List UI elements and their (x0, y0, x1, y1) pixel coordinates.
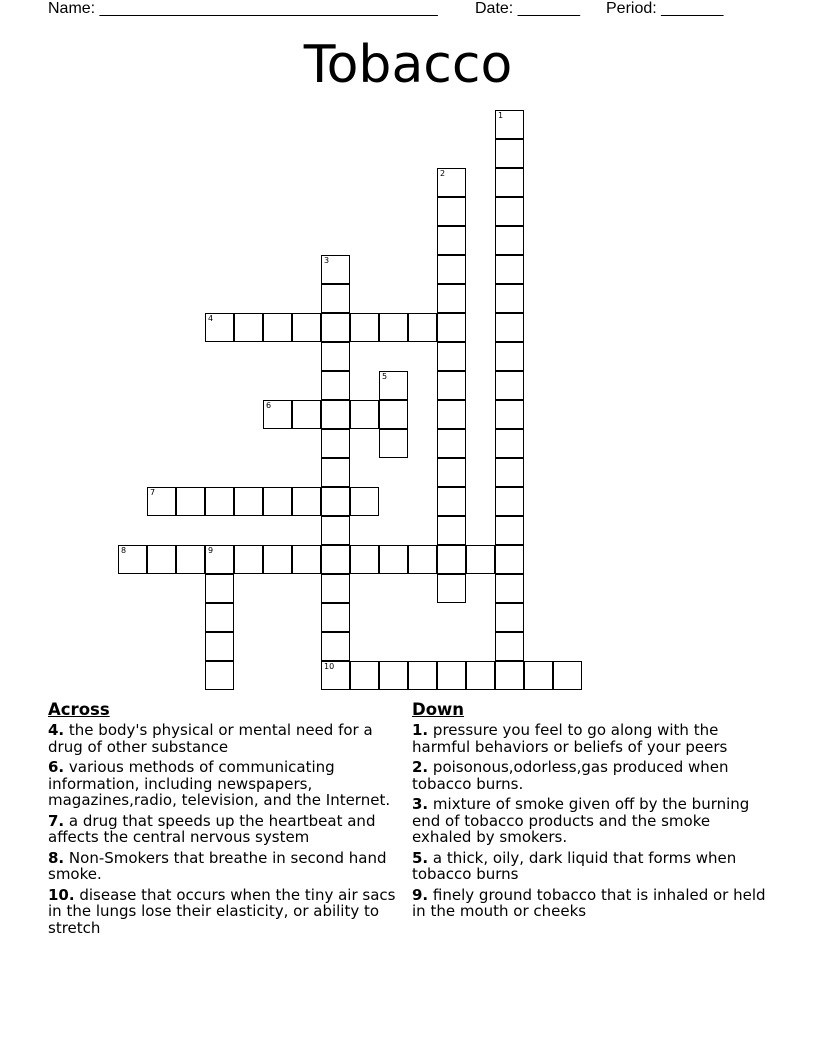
crossword-cell[interactable] (205, 574, 234, 603)
clue-number: 9. (412, 885, 429, 904)
crossword-cell[interactable] (234, 487, 263, 516)
period-field[interactable]: Period: _______ (606, 0, 724, 17)
crossword-cell[interactable] (495, 400, 524, 429)
clue-number-label: 8 (121, 546, 127, 555)
crossword-cell[interactable] (495, 139, 524, 168)
clue-text: mixture of smoke given off by the burning end of tobacco products and the smoke exhaled by smokers. (412, 795, 750, 846)
crossword-cell[interactable] (379, 429, 408, 458)
crossword-cell[interactable] (321, 284, 350, 313)
clue-number: 7. (48, 811, 65, 830)
crossword-cell[interactable] (437, 458, 466, 487)
down-heading: Down (412, 700, 465, 719)
crossword-cell[interactable] (495, 284, 524, 313)
crossword-cell[interactable] (437, 226, 466, 255)
down-clue (412, 887, 772, 920)
clue-number: 6. (48, 758, 65, 776)
crossword-cell[interactable] (350, 487, 379, 516)
crossword-cell[interactable] (495, 255, 524, 284)
crossword-cell[interactable] (495, 313, 524, 342)
clue-number-label: 6 (266, 401, 272, 410)
crossword-cell[interactable] (495, 545, 524, 574)
crossword-cell[interactable] (437, 342, 466, 371)
clue-number: 1. (412, 721, 429, 739)
crossword-cell[interactable] (321, 458, 350, 487)
crossword-cell[interactable] (495, 110, 524, 139)
crossword-cell[interactable] (437, 574, 466, 603)
crossword-cell[interactable] (437, 284, 466, 313)
crossword-cell[interactable] (495, 574, 524, 603)
crossword-cell[interactable] (553, 661, 582, 690)
puzzle-title: Tobacco (303, 35, 513, 95)
clue-number-label: 4 (208, 314, 214, 323)
crossword-cell[interactable] (466, 661, 495, 690)
clue-number: 10. (48, 885, 75, 904)
crossword-cell[interactable] (495, 226, 524, 255)
clue-number-label: 1 (498, 111, 504, 120)
crossword-cell[interactable] (437, 168, 466, 197)
across-clue (48, 813, 398, 846)
crossword-cell[interactable] (495, 458, 524, 487)
crossword-cell[interactable] (147, 487, 176, 516)
crossword-cell[interactable] (408, 661, 437, 690)
crossword-cell[interactable] (205, 487, 234, 516)
crossword-cell[interactable] (495, 429, 524, 458)
crossword-cell[interactable] (437, 545, 466, 574)
crossword-cell[interactable] (495, 487, 524, 516)
crossword-cell[interactable] (437, 661, 466, 690)
crossword-cell[interactable] (495, 516, 524, 545)
down-clue (412, 759, 772, 792)
crossword-cell[interactable] (292, 487, 321, 516)
clue-text: pressure you feel to go along with the harmful behaviors or beliefs of your peers (412, 721, 728, 756)
crossword-cell[interactable] (350, 661, 379, 690)
clue-text: the body's physical or mental need for a drug of other substance (48, 721, 373, 756)
crossword-cell[interactable] (321, 632, 350, 661)
crossword-cell[interactable] (437, 487, 466, 516)
crossword-cell[interactable] (321, 574, 350, 603)
clue-number: 5. (412, 848, 429, 867)
name-field[interactable]: Name: ______________________________________ (48, 0, 438, 17)
clue-number-label: 7 (150, 488, 156, 497)
clue-number-label: 5 (382, 372, 388, 381)
crossword-cell[interactable] (292, 313, 321, 342)
crossword-cell[interactable] (379, 371, 408, 400)
crossword-cell[interactable] (495, 632, 524, 661)
crossword-cell[interactable] (321, 661, 350, 690)
crossword-cell[interactable] (292, 400, 321, 429)
clue-text: various methods of communicating information, including newspapers, magazines,radio, television, and the Internet. (48, 758, 391, 809)
date-field[interactable]: Date: _______ (475, 0, 580, 17)
across-clue (48, 759, 398, 809)
crossword-cell[interactable] (234, 545, 263, 574)
clue-number-label: 2 (440, 169, 446, 178)
crossword-cell[interactable] (321, 313, 350, 342)
crossword-cell[interactable] (263, 313, 292, 342)
crossword-cell[interactable] (176, 545, 205, 574)
clue-number: 4. (48, 721, 65, 739)
clue-text: Non-Smokers that breathe in second hand smoke. (48, 848, 387, 883)
crossword-cell[interactable] (321, 255, 350, 284)
crossword-cell[interactable] (321, 603, 350, 632)
crossword-cell[interactable] (350, 313, 379, 342)
crossword-cell[interactable] (321, 545, 350, 574)
crossword-cell[interactable] (437, 429, 466, 458)
crossword-cell[interactable] (205, 545, 234, 574)
across-clue (48, 722, 398, 755)
crossword-cell[interactable] (379, 661, 408, 690)
crossword-cell[interactable] (205, 661, 234, 690)
crossword-cell[interactable] (495, 197, 524, 226)
crossword-cell[interactable] (379, 400, 408, 429)
crossword-cell[interactable] (321, 429, 350, 458)
crossword-cell[interactable] (437, 197, 466, 226)
down-clues (412, 700, 772, 924)
clue-text: a thick, oily, dark liquid that forms when tobacco burns (412, 848, 737, 883)
crossword-cell[interactable] (437, 516, 466, 545)
clue-number-label: 9 (208, 546, 214, 555)
crossword-cell[interactable] (350, 545, 379, 574)
crossword-cell[interactable] (437, 371, 466, 400)
crossword-cell[interactable] (350, 400, 379, 429)
crossword-cell[interactable] (263, 487, 292, 516)
crossword-cell[interactable] (495, 342, 524, 371)
crossword-cell[interactable] (466, 545, 495, 574)
crossword-cell[interactable] (205, 603, 234, 632)
crossword-cell[interactable] (321, 342, 350, 371)
crossword-cell[interactable] (118, 545, 147, 574)
crossword-cell[interactable] (495, 168, 524, 197)
down-clue (412, 796, 772, 846)
crossword-cell[interactable] (234, 313, 263, 342)
across-clues (48, 700, 398, 940)
crossword-cell[interactable] (379, 545, 408, 574)
crossword-cell[interactable] (495, 371, 524, 400)
crossword-cell[interactable] (321, 516, 350, 545)
clue-number-label: 10 (324, 662, 335, 671)
crossword-cell[interactable] (321, 400, 350, 429)
clue-text: finely ground tobacco that is inhaled or held in the mouth or cheeks (412, 885, 766, 920)
clue-number: 8. (48, 848, 65, 867)
clue-number: 2. (412, 758, 429, 776)
crossword-cell[interactable] (495, 661, 524, 690)
crossword-cell[interactable] (408, 313, 437, 342)
crossword-cell[interactable] (437, 313, 466, 342)
crossword-cell[interactable] (205, 313, 234, 342)
down-clue (412, 850, 772, 883)
crossword-cell[interactable] (437, 255, 466, 284)
crossword-cell[interactable] (524, 661, 553, 690)
crossword-cell[interactable] (321, 487, 350, 516)
across-clue (48, 850, 398, 883)
crossword-cell[interactable] (495, 603, 524, 632)
crossword-cell[interactable] (292, 545, 321, 574)
clue-text: poisonous,odorless,gas produced when tobacco burns. (412, 758, 729, 793)
crossword-cell[interactable] (205, 632, 234, 661)
clue-text: disease that occurs when the tiny air sacs in the lungs lose their elasticity, or ability to stretch (48, 885, 396, 937)
crossword-cell[interactable] (408, 545, 437, 574)
crossword-cell[interactable] (437, 400, 466, 429)
clue-text: a drug that speeds up the heartbeat and affects the central nervous system (48, 811, 376, 846)
clue-number-label: 3 (324, 256, 330, 265)
crossword-cell[interactable] (321, 371, 350, 400)
across-heading: Across (48, 700, 110, 719)
down-clue (412, 722, 772, 755)
crossword-cell[interactable] (147, 545, 176, 574)
crossword-cell[interactable] (263, 400, 292, 429)
across-clue (48, 887, 398, 937)
crossword-cell[interactable] (176, 487, 205, 516)
crossword-cell[interactable] (379, 313, 408, 342)
clue-number: 3. (412, 795, 429, 813)
crossword-cell[interactable] (263, 545, 292, 574)
